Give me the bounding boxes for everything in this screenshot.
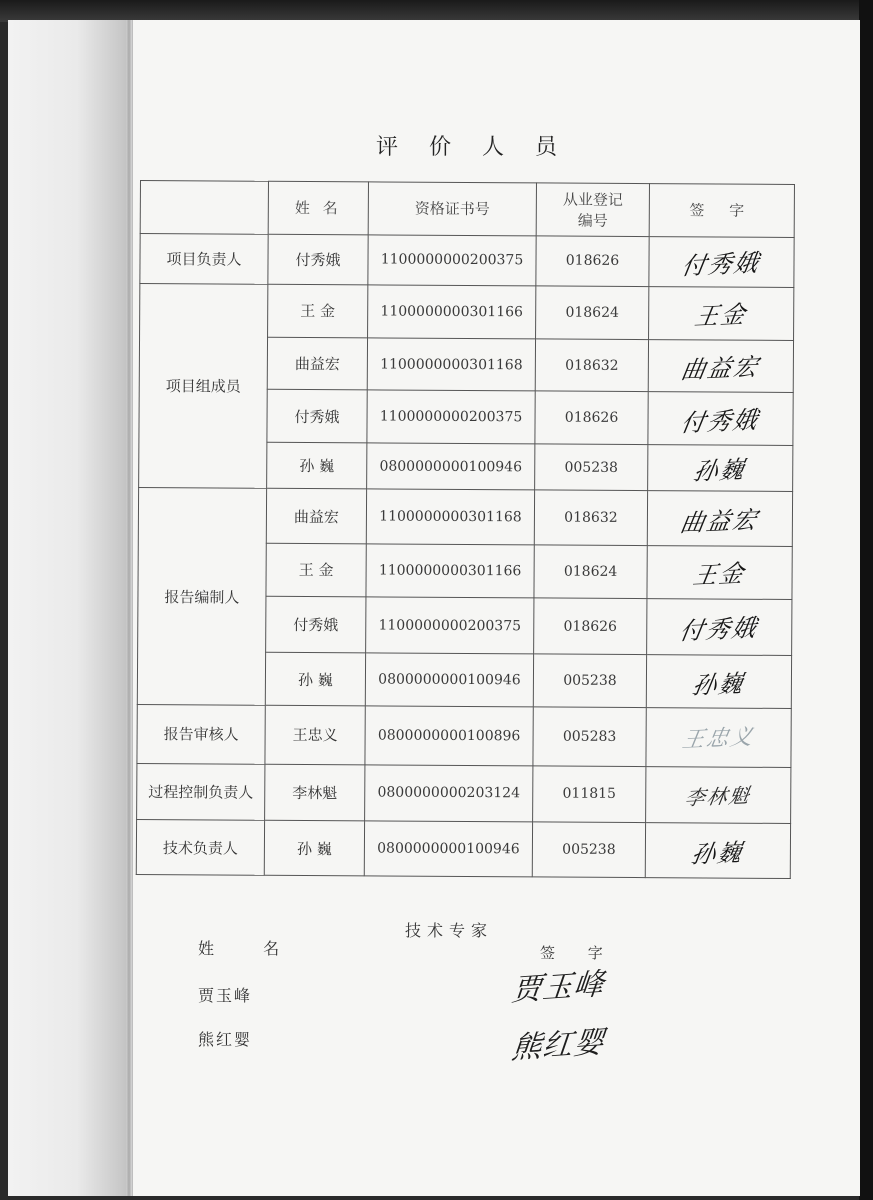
registration-number-cell: 018624: [536, 286, 649, 339]
name-cell: 曲益宏: [266, 489, 366, 544]
binding-edge: [126, 20, 132, 1196]
expert-name: 熊红婴: [198, 1030, 253, 1049]
cert-number-cell: 0800000000100946: [367, 443, 535, 491]
table-row: [140, 233, 794, 288]
table-row: [136, 820, 790, 879]
name-cell: 王 金: [268, 284, 368, 337]
signature-cell: [645, 823, 790, 879]
scan-border-right: [859, 0, 873, 1200]
signature-cell: [648, 392, 793, 445]
header-cert: 资格证书号: [368, 182, 536, 236]
registration-number-cell: 005238: [533, 654, 646, 707]
cert-number-cell: 0800000000100946: [364, 821, 532, 877]
name-cell: 付秀娥: [268, 234, 368, 285]
expert-signature: 熊红婴: [509, 1024, 607, 1067]
cert-number-cell: 0800000000203124: [365, 764, 533, 822]
signature-cell: [649, 236, 794, 287]
role-cell: 项目负责人: [140, 233, 268, 284]
header-reg-line1: 从业登记: [562, 190, 623, 209]
signature-cell: [648, 445, 793, 492]
handwritten-signature: 孙巍: [690, 668, 747, 700]
handwritten-signature: 孙巍: [691, 455, 749, 487]
name-cell: 曲益宏: [267, 337, 367, 390]
handwritten-signature: 孙巍: [689, 837, 746, 869]
role-cell: 报告审核人: [137, 704, 265, 763]
experts-sign-header: 签 字: [540, 944, 617, 962]
signature-cell: [646, 708, 791, 768]
registration-number-cell: 018624: [534, 545, 647, 598]
signature-cell: [647, 598, 792, 656]
scan-border-top: [0, 0, 873, 22]
page-title: 评 价 人 员: [376, 135, 569, 160]
handwritten-signature: 王忠义: [680, 725, 757, 754]
cert-number-cell: 0800000000100946: [365, 653, 533, 707]
role-cell: 报告编制人: [137, 488, 266, 705]
header-sign: 签 字: [649, 184, 794, 237]
name-cell: 王忠义: [265, 705, 365, 764]
registration-number-cell: 011815: [533, 766, 646, 823]
cert-number-cell: 1100000000200375: [367, 390, 535, 444]
name-cell: 孙 巍: [267, 442, 367, 489]
page-gutter: [8, 20, 133, 1196]
signature-cell: [647, 491, 792, 547]
handwritten-signature: 王金: [690, 559, 748, 591]
handwritten-signature: 付秀娥: [679, 248, 763, 281]
header-name: 姓 名: [268, 181, 368, 234]
experts-name-header: 姓 名: [198, 939, 302, 958]
handwritten-signature: 曲益宏: [679, 352, 762, 385]
experts-heading: 技术专家: [405, 921, 494, 940]
role-cell: 项目组成员: [139, 284, 268, 489]
table-row: [138, 488, 792, 547]
table-row: [137, 763, 791, 824]
expert-signature: 贾玉峰: [509, 966, 607, 1009]
registration-number-cell: 005238: [532, 822, 645, 877]
expert-name: 贾玉峰: [198, 986, 253, 1005]
cert-number-cell: 0800000000100896: [365, 706, 533, 766]
cert-number-cell: 1100000000200375: [366, 597, 534, 655]
signature-cell: [647, 546, 792, 599]
role-cell: 技术负责人: [136, 820, 264, 876]
handwritten-signature: 付秀娥: [677, 613, 761, 646]
name-cell: 李林魁: [265, 764, 365, 821]
signature-cell: [648, 339, 793, 392]
table-row: [140, 284, 794, 341]
handwritten-signature: 王金: [692, 300, 750, 332]
handwritten-signature: 曲益宏: [678, 505, 761, 538]
cert-number-cell: 1100000000301168: [366, 489, 534, 545]
handwritten-signature: 李林魁: [683, 782, 753, 811]
table-header-row: [140, 181, 794, 238]
name-cell: 付秀娥: [266, 596, 366, 653]
cert-number-cell: 1100000000301168: [367, 338, 535, 392]
name-cell: 孙 巍: [264, 821, 364, 876]
cert-number-cell: 1100000000301166: [368, 285, 536, 339]
name-cell: 王 金: [266, 543, 366, 596]
cert-number-cell: 1100000000200375: [368, 234, 536, 286]
signature-cell: [646, 766, 791, 824]
header-reg: [536, 183, 649, 236]
evaluation-staff-table: [136, 180, 795, 879]
handwritten-signature: 付秀娥: [678, 405, 762, 438]
registration-number-cell: 005238: [535, 444, 648, 491]
name-cell: 孙 巍: [265, 653, 365, 706]
name-cell: 付秀娥: [267, 390, 367, 443]
registration-number-cell: 005283: [533, 707, 646, 766]
registration-number-cell: 018632: [535, 339, 648, 392]
signature-cell: [649, 287, 794, 340]
registration-number-cell: 018626: [536, 236, 649, 287]
table-row: [137, 704, 791, 767]
header-reg-line2: 编号: [577, 211, 608, 230]
header-role: [140, 181, 268, 234]
registration-number-cell: 018626: [535, 391, 648, 444]
registration-number-cell: 018632: [534, 490, 647, 545]
signature-cell: [646, 655, 791, 708]
role-cell: 过程控制负责人: [137, 763, 265, 820]
cert-number-cell: 1100000000301166: [366, 544, 534, 598]
registration-number-cell: 018626: [534, 598, 647, 655]
